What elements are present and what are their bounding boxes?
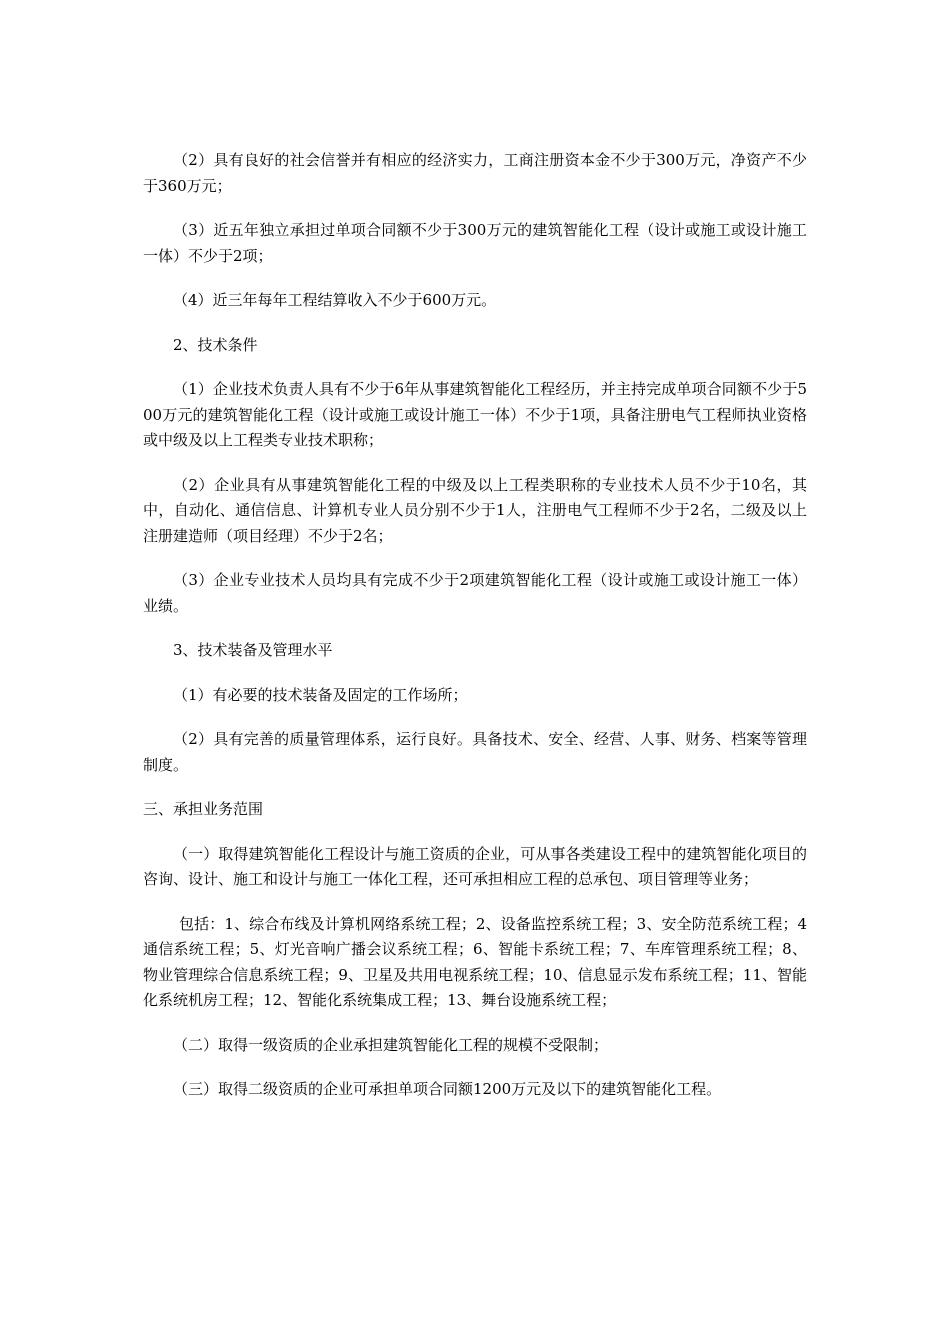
paragraph-technical-staff: （2）企业具有从事建筑智能化工程的中级及以上工程类职称的专业技术人员不少于10名，其中，自动化、通信信息、计算机专业人员分别不少于1人，注册电气工程师不少于2名，二级及以上注册建造师（项目经理）不少于2名； [143, 475, 807, 545]
paragraph-scope-general: （一）取得建筑智能化工程设计与施工资质的企业，可从事各类建设工程中的建筑智能化项目的咨询、设计、施工和设计与施工一体化工程，还可承担相应工程的总承包、项目管理等业务； [143, 844, 807, 888]
paragraph-project-experience: （3）近五年独立承担过单项合同额不少于300万元的建筑智能化工程（设计或施工或设计施工一体）不少于2项； [143, 221, 807, 265]
paragraph-scope-list: 包括：1、综合布线及计算机网络系统工程；2、设备监控系统工程；3、安全防范系统工程；4通信系统工程；5、灯光音响广播会议系统工程；6、智能卡系统工程；7、车库管理系统工程；8、物业管理综合信息系统工程；9、卫星及共用电视系统工程；10、信息显示发布系统工程；11、智能化系统机房工程；12、智能化系统集成工程；13、舞台设施系统工程； [143, 914, 807, 1009]
heading-business-scope: 三、承担业务范围 [143, 800, 264, 818]
paragraph-staff-performance: （3）企业专业技术人员均具有完成不少于2项建筑智能化工程（设计或施工或设计施工一体）业绩。 [143, 571, 807, 615]
paragraph-settlement-income: （4）近三年每年工程结算收入不少于600万元。 [173, 291, 497, 309]
paragraph-level-two: （三）取得二级资质的企业可承担单项合同额1200万元及以下的建筑智能化工程。 [173, 1080, 722, 1098]
paragraph-technical-lead: （1）企业技术负责人具有不少于6年从事建筑智能化工程经历，并主持完成单项合同额不少于500万元的建筑智能化工程（设计或施工或设计施工一体）不少于1项，具备注册电气工程师执业资格或中级及以上工程类专业技术职称； [143, 380, 807, 449]
paragraph-quality-system: （2）具有完善的质量管理体系，运行良好。具备技术、安全、经营、人事、财务、档案等管理制度。 [143, 730, 807, 774]
paragraph-capital-requirement: （2）具有良好的社会信誉并有相应的经济实力，工商注册资本金不少于300万元，净资产不少于360万元； [143, 151, 807, 195]
heading-technical-conditions: 2、技术条件 [173, 335, 258, 354]
paragraph-level-one: （二）取得一级资质的企业承担建筑智能化工程的规模不受限制； [173, 1035, 609, 1054]
paragraph-equipment: （1）有必要的技术装备及固定的工作场所； [173, 685, 468, 704]
document-body [143, 148, 807, 1122]
heading-equipment-management: 3、技术装备及管理水平 [173, 641, 333, 659]
